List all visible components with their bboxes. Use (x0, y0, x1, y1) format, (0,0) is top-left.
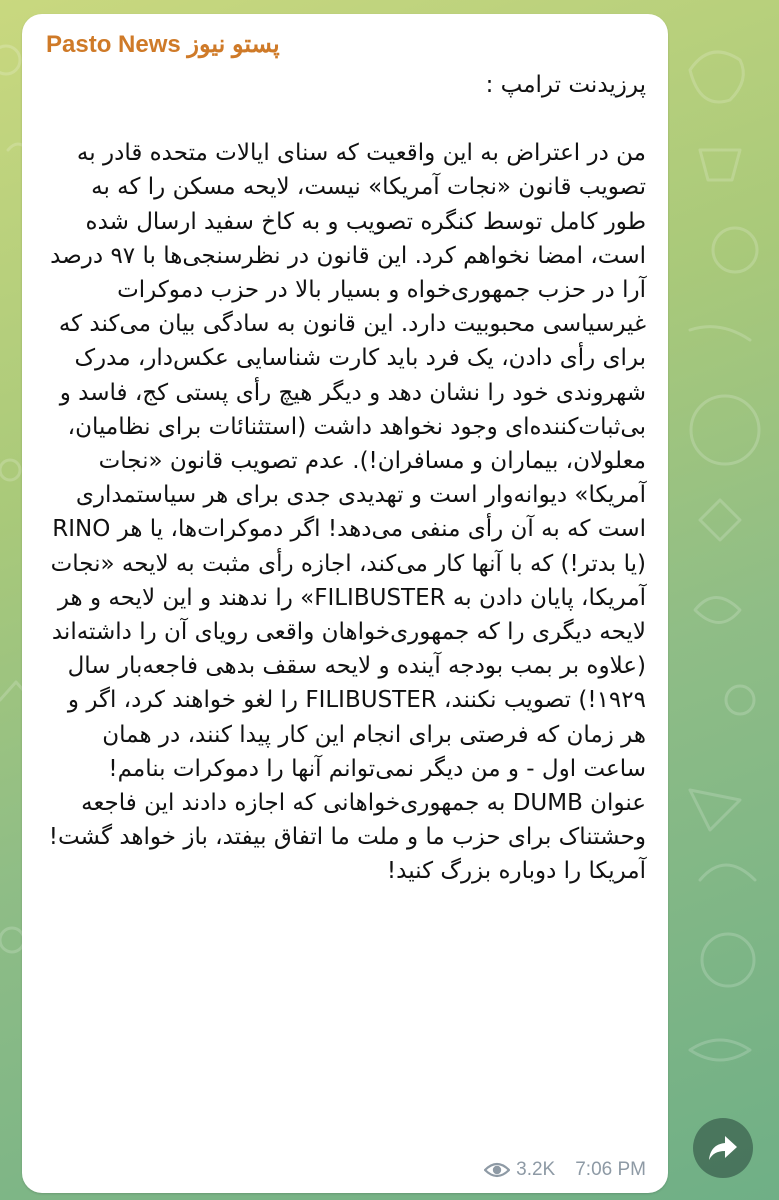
message-heading: پرزیدنت ترامپ : (485, 72, 646, 98)
share-arrow-icon (708, 1135, 738, 1161)
eye-icon (484, 1161, 510, 1179)
share-button[interactable] (693, 1118, 753, 1178)
message-body: من در اعتراض به این واقعیت که سنای ایالات متحده قادر به تصویب قانون «نجات آمریکا» نیست، لایحه مسکن را که به طور کامل توسط کنگره تصویب و به کاخ سفید ارسال شده است، امضا نخواهم کرد. این قانون در نظرسنجی‌ها با ۹۷ درصد آرا در حزب جمهوری‌خواه و بسیار بالا در حزب دموکرات غیرسیاسی محبوبیت دارد. این قانون به سادگی بیان می‌کند که برای رأی دادن، یک فرد باید کارت شناسایی عکس‌دار، مدرک شهروندی خود را نشان دهد و دیگر هیچ رأی پستی کج، فاسد و بی‌ثبات‌کننده‌ای وجود نخواهد داشت (استثنائات برای نظامیان، معلولان، بیماران و مسافران!). عدم تصویب قانون «نجات آمریکا» دیوانه‌وار است و تهدیدی جدی برای هر سیاستمداری است که به آن رأی منفی می‌دهد! اگر دموکرات‌ها، یا هر RINO (یا بدتر!) که با آنها کار می‌کند، اجازه رأی مثبت به لایحه «نجات آمریکا، پایان دادن به FILIBUSTER» را ندهند و این لایحه و هر لایحه دیگری را که جمهوری‌خواهان واقعی رویای آن را داشته‌اند (علاوه بر بمب بودجه آینده و لایحه سقف بدهی فاجعه‌بار سال ۱۹۲۹!) تصویب نکنند، FILIBUSTER را لغو خواهند کرد، اگر و هر زمان که فرصتی برای انجام این کار پیدا کنند، در همان ساعت اول - و من دیگر نمی‌توانم آنها را دموکرات بنامم! عنوان DUMB به جمهوری‌خواهانی که اجازه دادند این فاجعه وحشتناک برای حزب ما و ملت ما اتفاق بیفتد، باز خواهد گشت! آمریکا را دوباره بزرگ کنید! (48, 140, 646, 885)
view-count: 3.2K (516, 1159, 556, 1180)
sender-name[interactable]: Pasto News پستو نیوز (46, 31, 280, 58)
message-meta (484, 1159, 646, 1181)
message-time: 7:06 PM (575, 1159, 646, 1180)
message-text (46, 68, 646, 889)
message-bubble (22, 14, 668, 1193)
